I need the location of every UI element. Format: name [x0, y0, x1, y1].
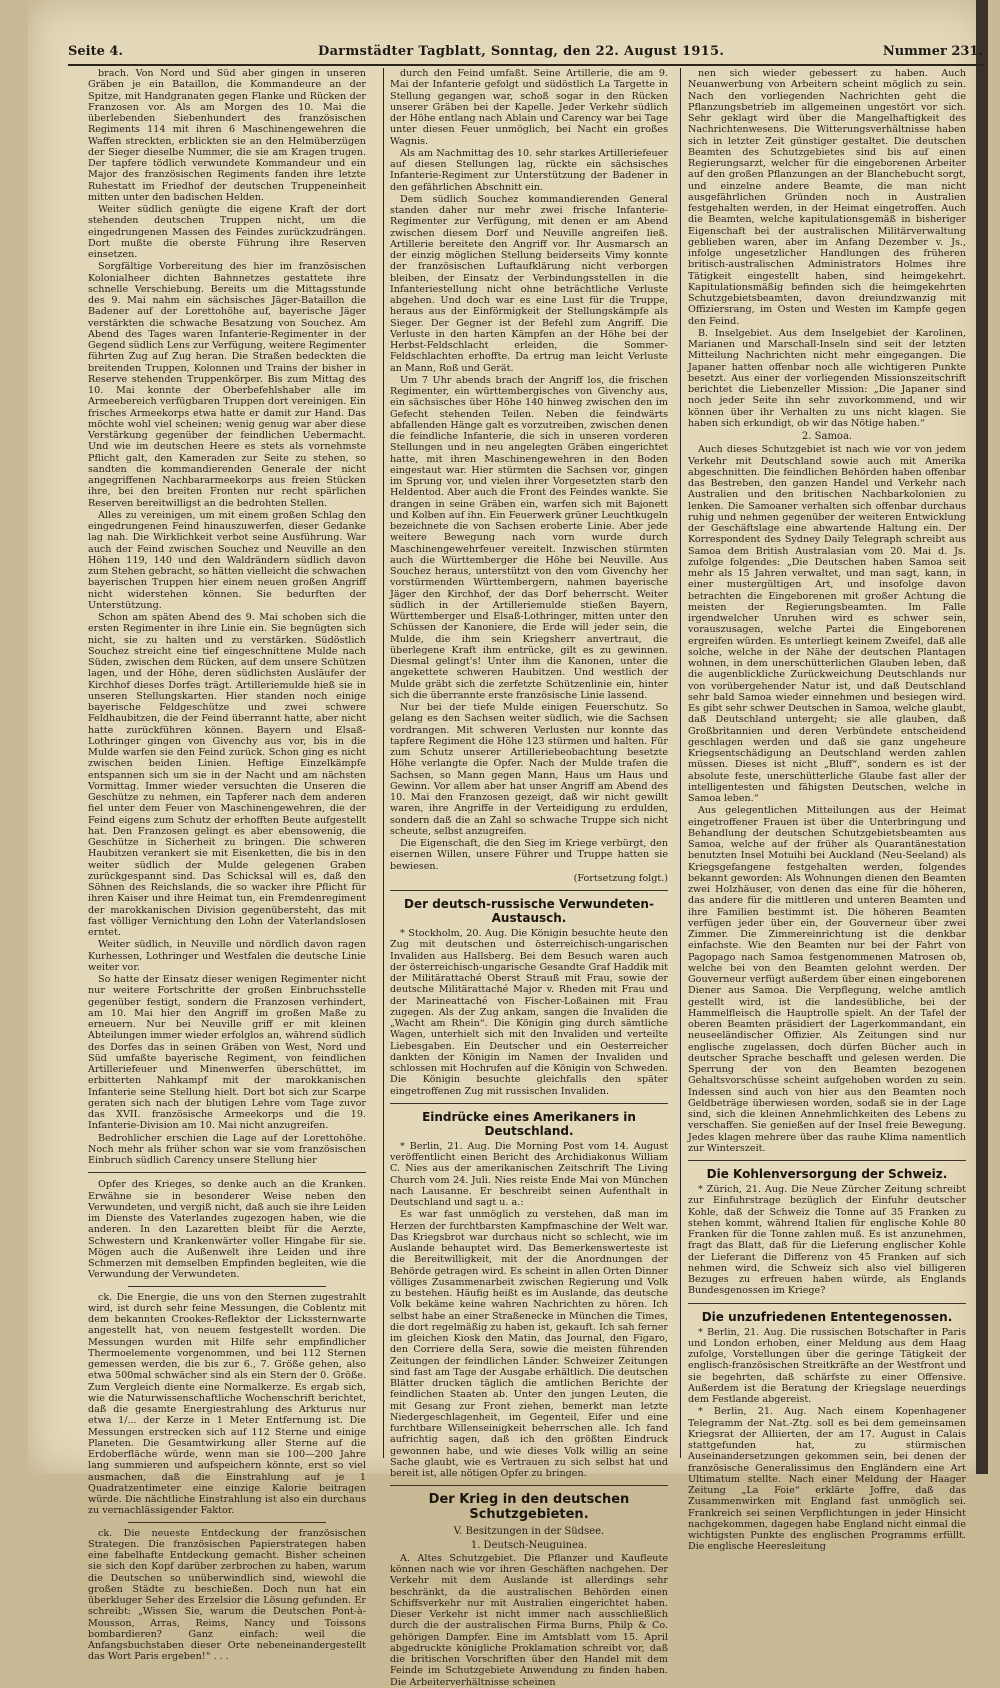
article-paragraph: B. Inselgebiet. Aus dem Inselgebiet der Karolinen, Marianen und Marschall-Inseln sind seit der letzten Mitteilung Nachrichten nicht mehr eingegangen. Die Japaner hatten offenbar noch alle wichtigeren Punkte besetzt. Aus einer der vorliegenden Missionszeitschrift berichtet die Liebenzeller Mission: „Die Japaner sind noch jeder Seite ihn sehr zuvorkommend, und wir können über ihr Verhalten zu uns nicht klagen. Sie haben sich erkundigt, ob wir das Nötige haben.“ — [688, 327, 966, 429]
column-3 — [688, 68, 966, 1553]
article-paragraph: Schon am späten Abend des 9. Mai schoben sich die ersten Regimenter in ihre Linie ein. Sie begnügten sich nicht, sie zu halten und zu verstärken. Südöstlich Souchez streicht eine tief eingeschnittene Mulde nach Süden, zwischen dem Rücken, auf dem unsere Schützen lagen, und der Höhe, deren südlichsten Ausläufer der Kirchhof dieses Dorfes trägt. Artilleriemulde hieß sie in unseren Stellungskarten. Hier standen noch einige bayerische Feldgeschütze und zwei schwere Feldhaubitzen, die der Feind überrannt hatte, aber nicht hatte zurückführen können. Bayern und Elsaß-Lothringer gingen von Givenchy aus vor, bis in die Mulde warfen sie den Feind zurück. Schon ging es nicht zwischen beiden Linien. Heftige Einzelkämpfe entspannen sich um sie in der Nacht und am nächsten Vormittag. Immer wieder versuchten die Unseren die Geschütze zu nehmen, ein Tapferer nach dem anderen fiel unter dem Feuer von Maschinengewehren, die der Feind eigens zum Schutz der erhofften Beute aufgestellt hat. Den Franzosen gelingt es aber ebensowenig, die Geschütze in Sicherheit zu bringen. Die schweren Haubitzen verankert sie mit Eisenketten, die bis in den weiter südlich der Mulde gelegenen Graben zurückgespannt sind. Das Schicksal will es, daß den Söhnen des Reichslands, die so wacker ihre Pflicht für ihren Kaiser und ihre Heimat tun, ein Fremdenregiment der marokkanischen Division gegenübersteht, das mit fast völliger Vernichtung den Lohn der Vaterlandslosen erntet. — [88, 612, 366, 938]
article-paragraph: Weiter südlich, in Neuville und nördlich davon ragen Kurhessen, Lothringer und Westfalen die deutsche Linie weiter vor. — [88, 939, 366, 973]
section-divider — [128, 1522, 326, 1523]
section-divider — [128, 1286, 326, 1287]
column-1 — [88, 68, 366, 1663]
article-paragraph: nen sich wieder gebessert zu haben. Auch Neuanwerbung von Arbeitern scheint möglich zu sein. Nach den vorliegenden Nachrichten geht die Pflanzungsbetrieb im allgemeinen ungestört vor sich. Sehr geklagt wird über die Mangelhaftigkeit des Nachrichtenwesens. Die Witterungsverhältnisse haben sich in letzter Zeit günstiger gestaltet. Die deutschen Beamten des Schutzgebietes sind bis auf einen Regierungsarzt, welcher für die eingeborenen Arbeiter auf den großen Pflanzungen an der Blanchebucht sorgt, und einzelne andere Beamte, die man nicht ausgefährlichen Gründen noch in Australien festgehalten werden, in der Heimat eingetroffen. Auch die Beamten, welche kapitulationsgemäß in bisheriger Eigenschaft bei der australischen Militärverwaltung geblieben waren, aber im Anfang Dezember v. Js., infolge ungesetzlicher Handlungen des früheren britisch-australischen Administrators Holmes ihre Tätigkeit eingestellt haben, sind heimgekehrt. Kapitulationsmäßig befinden sich die heimgekehrten Schutzgebietsbeamten, davon dreiundzwanzig mit Offiziersrang, im Osten und Westen im Kampfe gegen den Feind. — [688, 68, 966, 327]
masthead-rule — [68, 64, 983, 66]
headline-colonies: Der Krieg in den deutschen Schutzgebieten. — [428, 1492, 630, 1523]
article-paragraph: Um 7 Uhr abends brach der Angriff los, die frischen Regimenter, ein württembergisches von Givenchy aus, ein sächsisches über Höhe 140 hinweg zwischen den im Gefecht stehenden Teilen. Neben die feindwärts abfallenden Hänge galt es vorzutreiben, zwischen denen die feindliche Infanterie, die sich in unseren vorderen Stellungen und in neu angelegten Gräben eingerichtet hatte, mit ihren Maschinengewehren in den Boden eingestaut war. Hier stürmten die Sachsen vor, gingen im Sprung vor, und vielen ihrer Vorgesetzten starb den Heldentod. Aber auch die Front des Feindes wankte. Sie drangen in seine Gräben ein, warfen sich mit Bajonett und Kolben auf ihn. Ein Feuerwerk grüner Leuchtkugeln bezeichnete die von Sachsen eroberte Linie. Aber jede weitere Bewegung nach vorn wurde durch Maschinengewehrfeuer vereitelt. Inzwischen stürmten auch die Württemberger die Höhe bei Neuville. Aus Souchez heraus, unterstützt von den vom Givenchy her vorstürmenden Württembergern, nahmen bayerische Jäger den Kirchhof, der das Dorf beherrscht. Weiter südlich in der Artilleriemulde stießen Bayern, Württemberger und Elsaß-Lothringer, mitten unter den Schüssen der Kanoniere, die Erde will jeder sein, die Mulde, die ihm sein Kriegsherr anvertraut, die überlegene Kraft ihm entrücke, gilt es zu gewinnen. Diesmal gelingt's! Unter ihm die Kanonen, unter die angekettete schweren Haubitzen. Und westlich der Mulde gräbt sich die zerfetzte Schützenlinie ein, hinter sich die überrannte erste französische Linie lassend. — [390, 374, 668, 701]
section-divider — [688, 1160, 966, 1161]
section-divider — [88, 1172, 366, 1173]
headline-exchange: Der deutsch-russische Verwundeten-Austausch. — [404, 897, 654, 925]
article-paragraph: ck. Die Energie, die uns von den Sternen zugestrahlt wird, ist durch sehr feine Messungen, die Coblentz mit dem bekannten Crookes-Reflektor der Lickssternwarte angestellt hat, von neuem festgestellt worden. Die Messungen wurden mit Hilfe sehr empfindlicher Thermoelemente vorgenommen, und bei 112 Sternen gemessen werden, die bis zur 6., 7. Größe gehen, also etwa 500mal schwächer sind als ein Stern der 0. Größe. Zum Vergleich diente eine Normalkerze. Es ergab sich, wie die Naturwissenschaftliche Wochenschrift berichtet, daß die gesamte Energiestrahlung des Arkturus nur etwa 1/... der Kerze in 1 Meter Entfernung ist. Die Messungen erstrecken sich auf 112 Sterne und einige Planeten. Die Gesamtwirkung aller Sterne auf die Erdoberfläche würde, wenn man sie 100—200 Jahre lang summieren und aufspeichern könnte, erst so viel ausmachen, daß die Einstrahlung auf je 1 Quadratzentimeter eine einzige Kalorie beitragen würde. Die nächtliche Einstrahlung ist also ein durchaus zu vernachlässigender Faktor. — [88, 1291, 366, 1517]
article-paragraph: * Zürich, 21. Aug. Die Neue Zürcher Zeitung schreibt zur Einfuhrstrage bezüglich der Einfuhr deutscher Kohle, daß der Schweiz die Tonne auf 35 Franken zu stehen kommt, während Italien für englische Kohle 80 Franken für die Tonne zahlen muß. Es ist anzunehmen, fragt das Blatt, daß für die Lieferung englischer Kohle der Lieferant die Differenz von 45 Franken auf sich nehmen wird, die Schweiz sich also viel billigeren Bezuges zu erfreuen haben würde, als Englands Bundesgenossen im Kriege? — [688, 1184, 966, 1297]
article-paragraph: Opfer des Krieges, so denke auch an die Kranken. Erwähne sie in besonderer Weise neben den Verwundeten, und vergiß nicht, daß auch sie ihre Leiden im Dienste des Vaterlandes zugezogen haben, wie die anderen. In den Lazaretten bleibt für die Aerzte, Schwestern und Krankenwärter voller Hingabe für sie. Mögen auch die Außenwelt ihre Leiden und ihre Schmerzen mit demselben Empfinden begleiten, wie die Verwundung der Verwundeten. — [88, 1179, 366, 1281]
article-paragraph: Auch dieses Schutzgebiet ist nach wie vor von jedem Verkehr mit Deutschland sowie auch mit Amerika abgeschnitten. Die feindlichen Behörden haben offenbar das Bestreben, den ganzen Handel und Verkehr nach Australien und den britischen Nachbarkolonien zu lenken. Die Samoaner verhalten sich offenbar durchaus ruhig und nehmen gegenüber der weiteren Entwicklung der Geschäftslage eine abwartende Haltung ein. Der Korrespondent des Sydney Daily Telegraph schreibt aus Samoa dem British Australasian vom 20. Mai d. Js. zufolge folgendes: „Die Deutschen haben Samoa seit mehr als 15 Jahren verwaltet, und man sagt, kann, in einer mustergültigen Art, und insofolge davon betrachten die Eingeborenen mit großer Achtung die meisten der Regierungsbeamten. Im Falle irgendwelcher Unruhen wird es schwer sein, vorauszusagen, welche Partei die Eingeborenen ergreifen würden. Es unterliegt keinem Zweifel, daß alle solche, welche in der Nähe der deutschen Plantagen wohnen, in dem unerschütterlichen Glauben leben, daß die augenblickliche Zurückweichung Deutschlands nur von vorübergehender Natur ist, und daß Deutschland sehr bald Samoa wieder einnehmen und besiegen wird. Es gibt sehr schwer Deutschen in Samoa, welche glaubt, daß Deutschland untergeht; sie alle glauben, daß Großbritannien und deren Verbündete entscheidend geschlagen werden und daß sie ganz ungeheure Kriegsentschädigung an Deutschland werden zahlen müssen. Dieses ist nicht „Bluff“, sondern es ist der absolute feste, unerschütterliche Glaube fast aller der intelligentesten und fähigsten Deutschen, welche in Samoa leben.“ — [688, 444, 966, 804]
masthead — [68, 44, 983, 64]
subheading: 2. Samoa. — [801, 431, 853, 442]
section-divider — [688, 1303, 966, 1304]
article-paragraph: * Stockholm, 20. Aug. Die Königin besuchte heute den Zug mit deutschen und österreichisch-ungarischen Invaliden aus Hallsberg. Bei dem Besuch waren auch der österreichisch-ungarische Gesandte Graf Haddik mit der Militärattaché Oberst Strauß mit Frau, sowie der deutsche Militärattaché Major v. Rheden mit Frau und der Marineattaché von Fischer-Loßainen mit Frau zugegen. Als der Zug ankam, sangen die Invaliden die „Wacht am Rhein“. Die Königin ging durch sämtliche Wagen, unterhielt sich mit den Invaliden und verteilte Liebesgaben. Ein Deutscher und ein Oesterreicher dankten der Königin im Namen der Invaliden und schlossen mit Hochrufen auf die Königin von Schweden. Die Königin besuchte gleichfalls den später eingetroffenen Zug mit russischen Invaliden. — [390, 928, 668, 1097]
article-paragraph: durch den Feind umfaßt. Seine Artillerie, die am 9. Mai der Infanterie gefolgt und südöstlich La Targette in Stellung gegangen war, schoß sogar in den Rücken unserer Gräben bei der Kapelle. Jeder Verkehr südlich der Höhe entlang nach Ablain und Carency war bei Tage unter diesen Feuer unmöglich, bei Nacht ein großes Wagnis. — [390, 68, 668, 147]
article-paragraph: A. Altes Schutzgebiet. Die Pflanzer und Kaufleute können nach wie vor ihren Geschäften nachgehen. Der Verkehr mit dem Auslande ist allerdings sehr beschränkt, da die australischen Behörden einen Schiffsverkehr nur mit Australien eingerichtet haben. Dieser Verkehr ist nicht immer nach ausschließlich durch die der australischen Firma Burns, Philp & Co. gehörigen Dampfer. Eine im Amtsblatt vom 15. April abgedruckte königliche Proklamation schreibt vor, daß die britischen Vorschriften über den Handel mit dem Feinde im Schutzgebiete Anwendung zu finden haben. Die Arbeiterverhältnisse scheinen — [390, 1552, 668, 1688]
section-divider — [390, 890, 668, 891]
article-paragraph: Die Eigenschaft, die den Sieg im Kriege verbürgt, den eisernen Willen, unsere Führer und Truppe hatten sie bewiesen. — [390, 838, 668, 872]
column-2 — [390, 68, 668, 1688]
paper-line: Darmstädter Tagblatt, Sonntag, den 22. August 1915. — [318, 44, 725, 59]
continued-note: (Fortsetzung folgt.) — [573, 872, 668, 884]
column-rule-1 — [383, 68, 384, 1458]
page-edge-shadow — [976, 0, 988, 1474]
issue-number: Nummer 231. — [882, 44, 983, 59]
article-paragraph: Sorgfältige Vorbereitung des hier im französischen Kolonialheer dichten Bahnnetzes gestattete ihre schnelle Verschiebung. Bereits um die Mittagsstunde des 9. Mai nahm ein sächsisches Jäger-Bataillon die Badener auf der Lorettohöhe auf, bayerische Jäger verstärkten die schwache Besatzung von Souchez. Am Abend des Tages waren Infanterie-Regimenter in der Gegend südlich Lens zur Verfügung, weitere Regimenter führten Zug auf Zug heran. Die Straßen bedeckten die breitenden Truppen, Kolonnen und Trains der bisher in Reserve stehenden Truppenkörper. Bis zum Mittag des 10. Mai konnte der Oberbefehlshaber alle im Armeebereich verfügbaren Truppen dort vereinigen. Ein frisches Armeekorps etwa hatte er damit zur Hand. Das möchte wohl viel scheinen; wenig genug war aber diese Verstärkung gegenüber der feindlichen Uebermacht. Und wie im deutschen Heere es stets als vornehmste Pflicht galt, den Kameraden zur Seite zu stehen, so sandten die kommandierenden Generale der nicht angegriffenen Nachbararmeekorps aus freien Stücken ihre, bei den breiten Fronten nur recht spärlichen Reserven bereitwilligst an die bedrohten Stellen. — [88, 261, 366, 509]
newspaper-page — [28, 0, 988, 1688]
subheading: 1. Deutsch-Neuguinea. — [470, 1539, 588, 1551]
article-paragraph: Als am Nachmittag des 10. sehr starkes Artilleriefeuer auf diesen Stellungen lag, rückte ein sächsisches Infanterie-Regiment zur Unterstützung der Badener in den gefährlichen Abschnitt ein. — [390, 147, 668, 193]
article-paragraph: ck. Die neueste Entdeckung der französischen Strategen. Die französischen Papierstrategen haben eine fabelhafte Entdeckung gemacht. Bisher scheinen sie sich den Kopf darüber zerbrochen zu haben, warum die Deutschen so unüberwindlich sind, wiewohl die großen Städte zu beschießen. Doch nun hat ein überkluger Seher des Erzelsior die Lösung gefunden. Er schreibt: „Wissen Sie, warum die Deutschen Pont-à-Mousson, Arras, Reims, Nancy und Toissons bombardieren? Ganz einfach: weil die Anfangsbuchstaben dieser Orte nebeneinandergestellt das Wort Paris ergeben!“ . . . — [88, 1527, 366, 1663]
article-paragraph: Aus gelegentlichen Mitteilungen aus der Heimat eingetroffener Frauen ist über die Unterbringung und Behandlung der deutschen Schutzgebietsbeamten aus Samoa, welche auf der früher als Quarantänestation benutzten Insel Motuihi bei Auckland (Neu-Seeland) als Kriegsgefangene festgehalten werden, folgendes bekannt geworden: Als Wohnungen dienen den Beamten zwei Holzhäuser, von denen das eine für die höheren, das andere für die mittleren und unteren Beamten und ihre Familien bestimmt ist. Die höheren Beamten verfügen jeder über ein, der Gouverneur über zwei Zimmer. Die Zimmereinrichtung ist die denkbar einfachste. Wie den Beamten nur bei der Fahrt von Pagopago nach Samoa festgenommenen Matrosen ob, welche bei von den Beamten gelohnt werden. Der Gouverneur verfügt außerdem über einen eingeborenen Diener aus Samoa. Die Verpflegung, welche amtlich gestellt wird, ist die landesübliche, bei der Hammelfleisch die Hauptrolle spielt. An der Tafel der oberen Beamten präsidiert der Lagerkommandant, ein neuseeländischer Offizier. Als Zeitungen sind nur englische zugelassen, doch dürfen Bücher auch in deutscher Sprache beschafft und gelesen werden. Die Sperrung der von den Beamten bezogenen Gehaltsvorschüsse scheint aufgehoben worden zu sein. Indessen sind auch von hier aus den Beamten noch Geldbeträge überwiesen worden, sodaß sie in der Lage sind, sich die kleinen Annehmlichkeiten des Lebens zu verschaffen. Sie genießen auf der Insel freie Bewegung. Jedes klagen mehrere über das rauhe Klima namentlich zur Winterszeit. — [688, 805, 966, 1154]
headline-american: Eindrücke eines Amerikaners in Deutschland. — [422, 1109, 636, 1138]
article-paragraph: Alles zu vereinigen, um mit einem großen Schlag den eingedrungenen Feind hinauszuwerfen, dieser Gedanke lag nah. Die Wirklichkeit verbot seine Ausführung. War auch der Feind zwischen Souchez und Neuville an den Höhen 119, 140 und den Waldrändern südlich davon zum Stehen gebracht, so hätten vielleicht die schwachen bayerischen Truppen hier einem neuen großen Angriff nicht widerstehen können. Sie bedurften der Unterstützung. — [88, 509, 366, 611]
article-paragraph: * Berlin, 21. Aug. Die Morning Post vom 14. August veröffentlicht einen Bericht des Archidiakonus William C. Nies aus der amerikanischen Zeitschrift The Living Church vom 24. Juli. Nies reiste Ende Mai von München nach Lausanne. Er beschreibt seinen Aufenthalt in Deutschland und sagt u. a.: — [390, 1140, 668, 1208]
article-paragraph: * Berlin, 21. Aug. Die russischen Botschafter in Paris und London erhoben, einer Meldung aus dem Haag zufolge, Vorstellungen über die geringe Tätigkeit der englisch-französischen Streitkräfte an der Westfront und sie begehrten, daß schärfste zu einer Offensive. Außerdem ist die Beratung der Kriegslage neuerdings dem Festlande abgereist. — [688, 1326, 966, 1405]
article-paragraph: brach. Von Nord und Süd aber gingen in unseren Gräben je ein Bataillon, die Kommandeure an der Spitze, mit Handgranaten gegen Flanke und Rücken der Franzosen vor. Als am Morgen des 10. Mai die überlebenden Siebenhundert des französischen Regiments 114 mit ihren 6 Maschinengewehren die Waffen streckten, erblickten sie an den Helmüberzügen der Sieger dieselbe Nummer, die sie am Kragen trugen. Der tapfere tödlich verwundete Kommandeur und ein Major des französischen Regiments fanden ihre letzte Ruhestatt im Friedhof der deutschen Truppeneinheit mitten unter den badischen Helden. — [88, 68, 366, 203]
article-paragraph: So hatte der Einsatz dieser wenigen Regimenter nicht nur weitere Fortschritte der großen Einbruchsstelle gegenüber festigt, sondern die Franzosen verhindert, am 10. Mai hier den Angriff im großen Maße zu erneuern. Nur bei Neuville griff er mit kleinen Abteilungen immer wieder erfolglos an, während südlich des Dorfes das in seinen Gräben von West, Nord und Süd umfaßte bayerische Regiment, von feindlichen Artilleriefeuer und Minenwerfen überschüttet, im erbitterten Nahkampf mit der marokkanischen Infanterie seine Stellung hielt. Dort bot sich zur Scarpe geraten sich nach der blutigen Lehre vom Tage zuvor das XVII. französische Armeekorps und die 19. Infanterie-Division am 10. Mai nicht anzugreifen. — [88, 974, 366, 1132]
article-paragraph: Weiter südlich genügte die eigene Kraft der dort stehenden deutschen Truppen nicht, um die eingedrungenen Massen des Feindes zurückzudrängen. Dort mußte die oberste Führung ihre Reserven einsetzen. — [88, 204, 366, 260]
article-paragraph: Nur bei der tiefe Mulde einigen Feuerschutz. So gelang es den Sachsen weiter südlich, wie die Sachsen vordrangen. Mit schweren Verlusten nur konnte das tapfere Regiment die Höhe 123 stürmen und halten. Für zum Schutz unserer Artilleriebeobachtung besetzte Höhe verlangte die Opfer. Nach der Mulde trafen die Sachsen, so Mann gegen Mann, Haus um Haus und Gewinn. Vor allem aber hat unser Angriff am Abend des 10. Mai den Franzosen gezeigt, daß wir nicht gewillt waren, ihre Angriffe in der Verteidigung zu erdulden, sondern daß die an Zahl so schwache Truppe sich nicht scheute, selbst anzugreifen. — [390, 702, 668, 837]
subheading: V. Besitzungen in der Südsee. — [453, 1526, 605, 1538]
section-divider — [390, 1485, 668, 1486]
section-divider — [390, 1103, 668, 1104]
article-paragraph: Dem südlich Souchez kommandierenden General standen daher nur mehr zwei frische Infanterie-Regimenter zur Verfügung, mit denen er am Abend zwischen diesem Dorf und Neuville angreifen ließ. Artillerie bereitete den Angriff vor. Ihr Ausmarsch an der einzig möglichen Stellung beiderseits Vimy konnte der französischen Luftaufklärung nicht verborgen bleiben, der Einsatz der Verbindungsstellen in die Infanteriestellung nicht ohne beträchtliche Verluste abgehen. Und doch war es eine Lust für die Truppe, heraus aus der Einförmigkeit der Stellungskämpfe als Sieger. Der Gegner ist der Befehl zum Angriff. Die Verluste in den harten Kämpfen an der Höhe bei der Herbst-Feldschlacht erleiden, die Sommer-Feldschlachten erhoffte. Da ertrug man leicht Verluste an Mann, Roß und Gerät. — [390, 193, 668, 374]
headline-entente: Die unzufriedenen Ententegenossen. — [701, 1309, 953, 1324]
article-paragraph: Es war fast unmöglich zu verstehen, daß man im Herzen der furchtbarsten Kampfmaschine der Welt war. Das Kriegsbrot war durchaus nicht so schlecht, wie im Auslande behauptet wird. Das Bemerkenswerteste ist die Bereitwilligkeit, mit der die Anordnungen der Behörde getragen wird. Es scheint in allen Orten Dinner völliges Zusammenarbeit zwischen Regierung und Volk zu bestehen. Häufig heißt es im Auslande, das deutsche Volk bekäme keine wahren Nachrichten zu hören. Ich selbst habe an einer Straßenecke in München die Times, die dort regelmäßig zu haben ist, gekauft. Ich sah ferner im gleichen Kiosk den Matin, das Journal, den Figaro, den Corriere della Sera, sowie die meisten führenden Zeitungen der feindlichen Länder. Schweizer Zeitungen sind fast am Tage der Ausgabe erhältlich. Die deutschen Blätter drucken täglich die amtlichen Berichte der feindlichen Staaten ab. Unter den jungen Leuten, die mit Gesang zur Front ziehen, bemerkt man letzte Niedergeschlagenheit, im Gegenteil, Eifer und eine furchtbare Willenseinigkeit beherrschen alle. Ich fand aufrichtig sagen, daß ich den größten Eindruck gewonnen habe, und wie dieses Volk willig an seine Sache glaubt, wie es Vertrauen zu sich selbst hat und bereit ist, alle nötigen Opfer zu bringen. — [390, 1209, 668, 1479]
column-rule-2 — [680, 68, 681, 1458]
article-paragraph: * Berlin, 21. Aug. Nach einem Kopenhagener Telegramm der Nat.-Ztg. soll es bei dem gemeinsamen Kriegsrat der Alliierten, der am 17. August in Calais stattgefunden hat, zu stürmischen Auseinandersetzungen gekommen sein, bei denen der französische Generalissimus den Engländern eine Art Ultimatum stellte. Nach einer Meldung der Haager Zeitung „La Foie“ erklärte Joffre, daß das Zusammenwirken mit England fast unmöglich sei. Frankreich sei seinen Verpflichtungen in jeder Hinsicht nachgekommen, dagegen habe England nicht einmal die wichtigsten Punkte des englischen Programms erfüllt. Die englische Heeresleitung — [688, 1406, 966, 1553]
article-paragraph: Bedrohlicher erschien die Lage auf der Lorettohöhe. Noch mehr als früher schon war sie vom französischen Einbruch südlich Carency unsere Stellung hier — [88, 1132, 366, 1166]
headline-coal: Die Kohlenversorgung der Schweiz. — [706, 1167, 948, 1181]
page-label: Seite 4. — [68, 44, 123, 59]
